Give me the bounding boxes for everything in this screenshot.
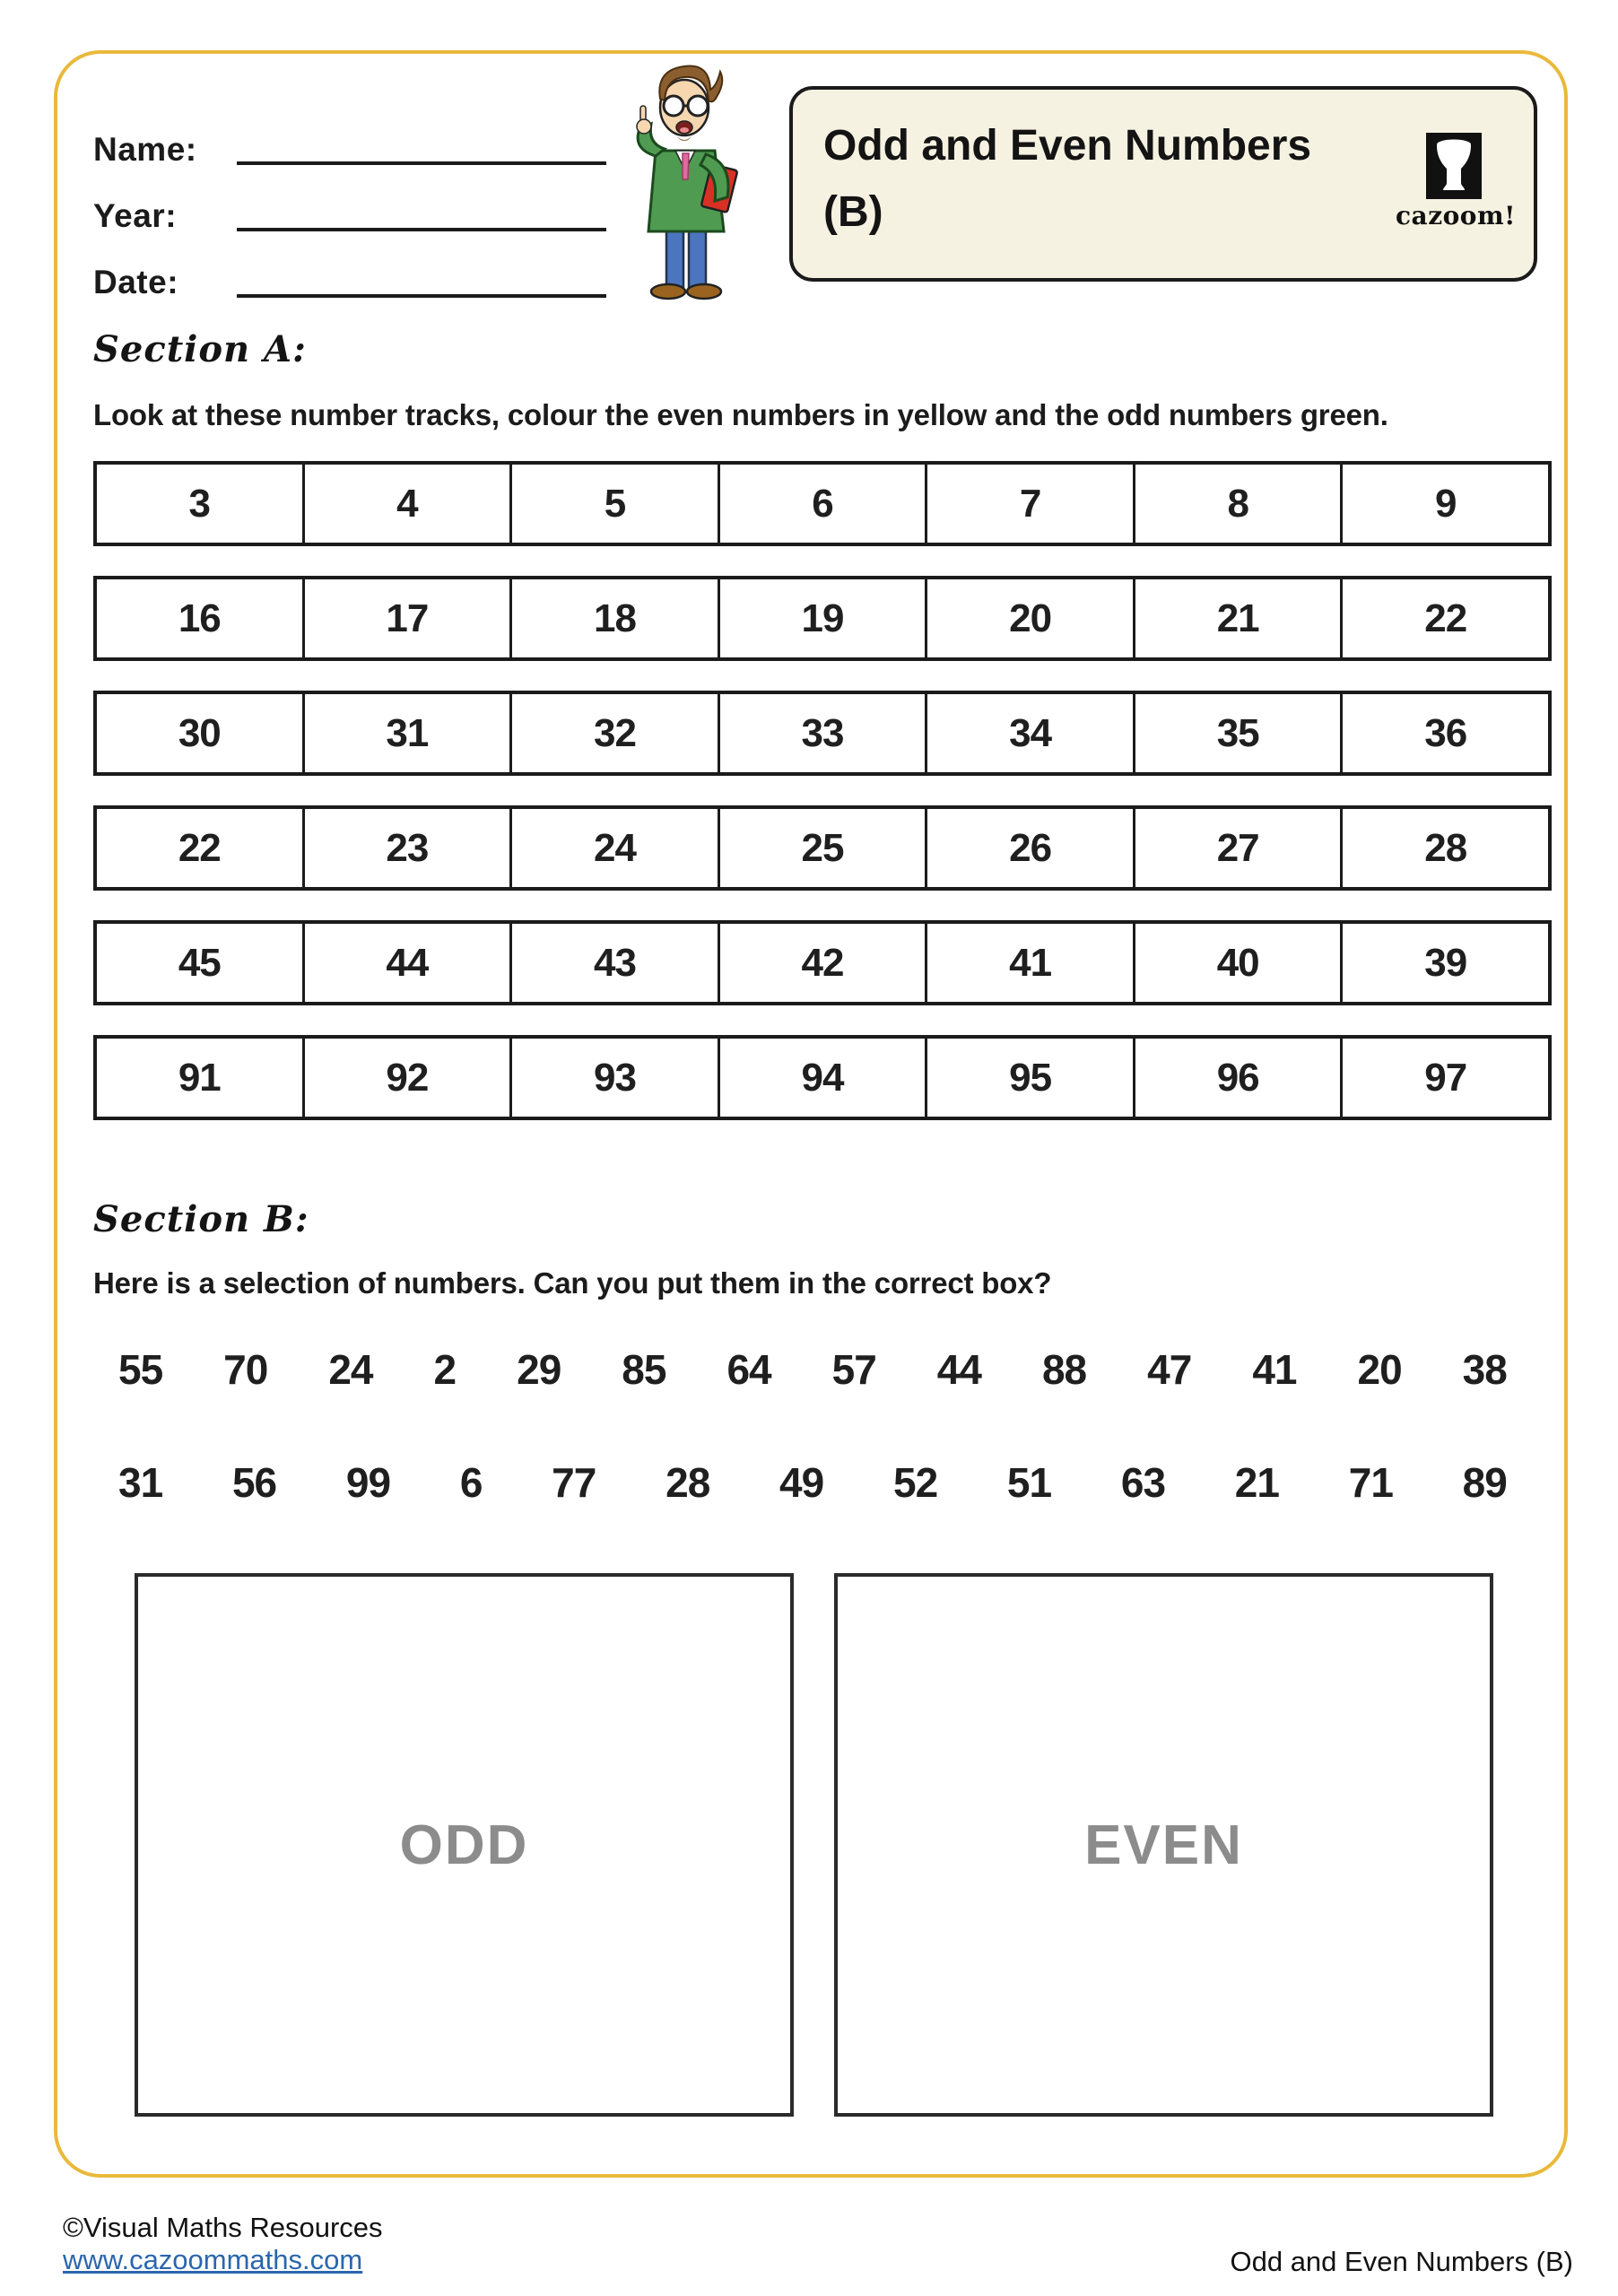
loose-number: 85 — [622, 1346, 666, 1393]
odd-box-label: ODD — [399, 1813, 529, 1876]
teacher-goatee — [677, 136, 692, 141]
selection-numbers-row-2 — [118, 1458, 1507, 1507]
loose-number: 29 — [517, 1346, 561, 1393]
loose-number: 51 — [1006, 1459, 1052, 1506]
track-cell: 30 — [97, 694, 305, 772]
track-cell: 28 — [1424, 825, 1467, 870]
track-cell: 17 — [305, 579, 513, 657]
worksheet-title-line1: Odd and Even Numbers — [823, 122, 1312, 170]
track-cell: 39 — [1424, 940, 1467, 985]
teacher-glasses-lens — [688, 96, 708, 116]
field-write-line — [237, 204, 606, 231]
loose-number: 38 — [1462, 1346, 1507, 1393]
loose-number: 56 — [231, 1459, 277, 1506]
number-tracks — [93, 461, 1552, 1150]
worksheet-title-box — [789, 86, 1537, 282]
header-fields — [93, 104, 606, 303]
teacher-glasses-lens — [664, 96, 683, 116]
loose-number: 47 — [1147, 1346, 1192, 1393]
field-write-line — [237, 138, 606, 165]
track-cell: 44 — [305, 924, 513, 1002]
teacher-tie — [683, 153, 689, 179]
loose-number: 63 — [1120, 1459, 1166, 1506]
track-cell: 35 — [1135, 694, 1344, 772]
loose-number: 21 — [1234, 1459, 1279, 1506]
track-cell: 96 — [1135, 1039, 1344, 1117]
loose-number: 57 — [831, 1346, 876, 1393]
loose-number: 41 — [1252, 1346, 1297, 1393]
track-cell: 27 — [1135, 809, 1344, 887]
loose-number: 55 — [118, 1346, 163, 1393]
even-box — [834, 1573, 1493, 2117]
section-a-instruction: Look at these number tracks, colour the even numbers in yellow and the odd numbers green. — [93, 398, 1388, 431]
number-track-row-6 — [93, 1035, 1552, 1120]
loose-number: 71 — [1348, 1459, 1393, 1506]
teacher-leg — [666, 228, 683, 287]
section-b-instruction: Here is a selection of numbers. Can you put them in the correct box? — [93, 1266, 1052, 1300]
section-b-heading: Section B: — [93, 1198, 309, 1240]
odd-box — [135, 1573, 794, 2117]
track-cell: 97 — [1424, 1055, 1467, 1100]
loose-number: 2 — [433, 1346, 457, 1393]
track-cell: 20 — [927, 579, 1135, 657]
track-cell: 41 — [927, 924, 1135, 1002]
number-track-row-3 — [93, 691, 1552, 776]
track-cell: 8 — [1135, 465, 1344, 543]
header-field-row — [93, 237, 606, 303]
cazoom-drum-icon — [1426, 133, 1482, 199]
loose-number: 24 — [328, 1346, 373, 1393]
loose-number: 49 — [779, 1459, 824, 1506]
number-track-row-5 — [93, 920, 1552, 1005]
track-cell: 42 — [720, 924, 928, 1002]
track-cell: 24 — [512, 809, 720, 887]
field-label: Year: — [93, 197, 178, 234]
track-cell: 43 — [512, 924, 720, 1002]
loose-number: 28 — [665, 1459, 710, 1506]
worksheet-title — [823, 113, 1397, 247]
track-cell: 21 — [1135, 579, 1344, 657]
header-field-row — [93, 170, 606, 237]
loose-number: 44 — [936, 1346, 981, 1393]
loose-number: 20 — [1357, 1346, 1402, 1393]
track-cell: 36 — [1424, 710, 1467, 755]
track-cell: 23 — [305, 809, 513, 887]
track-cell: 4 — [305, 465, 513, 543]
loose-number: 6 — [459, 1459, 483, 1506]
track-cell: 25 — [720, 809, 928, 887]
number-track-row-2 — [93, 576, 1552, 661]
selection-numbers-row-1 — [118, 1345, 1507, 1394]
header-field-row — [93, 104, 606, 170]
track-cell: 94 — [720, 1039, 928, 1117]
field-write-line — [237, 271, 606, 298]
track-cell: 93 — [512, 1039, 720, 1117]
track-cell: 95 — [927, 1039, 1135, 1117]
teacher-cartoon-illustration — [619, 56, 755, 307]
teacher-leg — [689, 228, 706, 287]
track-cell: 32 — [512, 694, 720, 772]
teacher-shoe — [687, 284, 721, 299]
loose-number: 64 — [726, 1346, 771, 1393]
track-cell: 3 — [97, 465, 305, 543]
track-cell: 18 — [512, 579, 720, 657]
loose-number: 52 — [892, 1459, 938, 1506]
track-cell: 92 — [305, 1039, 513, 1117]
cazoom-logo — [1396, 133, 1516, 230]
footer-copyright: ©Visual Maths Resources — [63, 2212, 383, 2243]
teacher-shoe — [651, 284, 685, 299]
track-cell: 9 — [1435, 481, 1457, 526]
loose-number: 89 — [1462, 1459, 1507, 1506]
track-cell: 33 — [720, 694, 928, 772]
worksheet-title-line2: (B) — [823, 188, 883, 237]
track-cell: 22 — [97, 809, 305, 887]
loose-number: 77 — [552, 1459, 596, 1506]
even-box-label: EVEN — [1084, 1813, 1243, 1876]
loose-number: 31 — [118, 1459, 163, 1506]
track-cell: 22 — [1424, 596, 1467, 640]
field-label: Name: — [93, 131, 197, 168]
field-label: Date: — [93, 264, 179, 300]
track-cell: 31 — [305, 694, 513, 772]
track-cell: 5 — [512, 465, 720, 543]
number-track-row-4 — [93, 805, 1552, 891]
number-track-row-1 — [93, 461, 1552, 546]
track-cell: 45 — [97, 924, 305, 1002]
track-cell: 34 — [927, 694, 1135, 772]
cazoom-wordmark: cazoom! — [1396, 201, 1516, 230]
track-cell: 40 — [1135, 924, 1344, 1002]
teacher-tongue — [680, 127, 689, 133]
teacher-hand — [637, 119, 651, 134]
track-cell: 7 — [927, 465, 1135, 543]
track-cell: 26 — [927, 809, 1135, 887]
section-a-heading: Section A: — [93, 328, 307, 370]
footer-doc-title: Odd and Even Numbers (B) — [1230, 2246, 1573, 2277]
loose-number: 70 — [223, 1346, 268, 1393]
track-cell: 16 — [97, 579, 305, 657]
loose-number: 99 — [345, 1459, 391, 1506]
track-cell: 6 — [720, 465, 928, 543]
loose-number: 88 — [1041, 1346, 1087, 1393]
footer-website-link[interactable]: www.cazoommaths.com — [63, 2244, 363, 2275]
track-cell: 91 — [97, 1039, 305, 1117]
track-cell: 19 — [720, 579, 928, 657]
